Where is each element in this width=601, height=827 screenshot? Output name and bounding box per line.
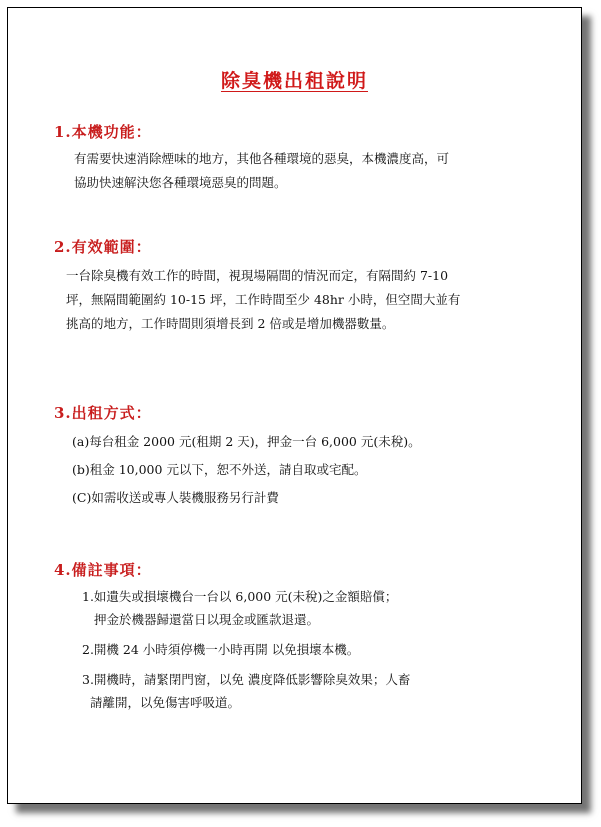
section-body-function — [74, 147, 449, 195]
document-title: 除臭機出租說明 — [220, 70, 368, 92]
body-line: 1.如遺失或損壞機台一台以 6,000 元(未稅)之金額賠償； — [82, 589, 398, 604]
body-line: 有需要快速消除煙味的地方，其他各種環境的惡臭，本機濃度高，可 — [74, 151, 450, 166]
body-line: 請離開，以免傷害呼吸道。 — [90, 695, 241, 710]
section-heading-range: 2.有效範圍： — [54, 238, 152, 256]
body-line: 一台除臭機有效工作的時間，視現場隔間的情況而定，有隔間約 7-10 — [66, 268, 449, 283]
body-line: 協助快速解決您各種環境惡臭的問題。 — [74, 175, 287, 190]
section-body-range — [66, 264, 460, 336]
body-line: 押金於機器歸還當日以現金或匯款退還。 — [94, 612, 320, 627]
body-line: 2.開機 24 小時須停機一小時再開 以免損壞本機。 — [82, 642, 360, 657]
section-heading-notes: 4.備註事項： — [54, 561, 152, 579]
section-body-notes — [82, 585, 410, 714]
document-page — [7, 7, 582, 804]
body-line: 挑高的地方，工作時間則須增長到 2 倍或是增加機器數量。 — [66, 316, 395, 331]
section-heading-rental: 3.出租方式： — [54, 404, 152, 422]
body-line: 坪，無隔間範圍約 10-15 坪，工作時間至少 48hr 小時，但空間大並有 — [66, 292, 461, 307]
body-line: (a)每台租金 2000 元(租期 2 天)，押金一台 6,000 元(未稅)。 — [72, 434, 421, 449]
body-line: 3.開機時，請緊閉門窗，以免 濃度降低影響除臭效果；人畜 — [82, 672, 411, 687]
section-body-rental — [72, 428, 421, 512]
body-line: (b)租金 10,000 元以下，恕不外送，請自取或宅配。 — [72, 462, 367, 477]
body-line: (C)如需收送或專人裝機服務另行計費 — [72, 490, 279, 505]
section-heading-function: 1.本機功能： — [54, 123, 152, 141]
